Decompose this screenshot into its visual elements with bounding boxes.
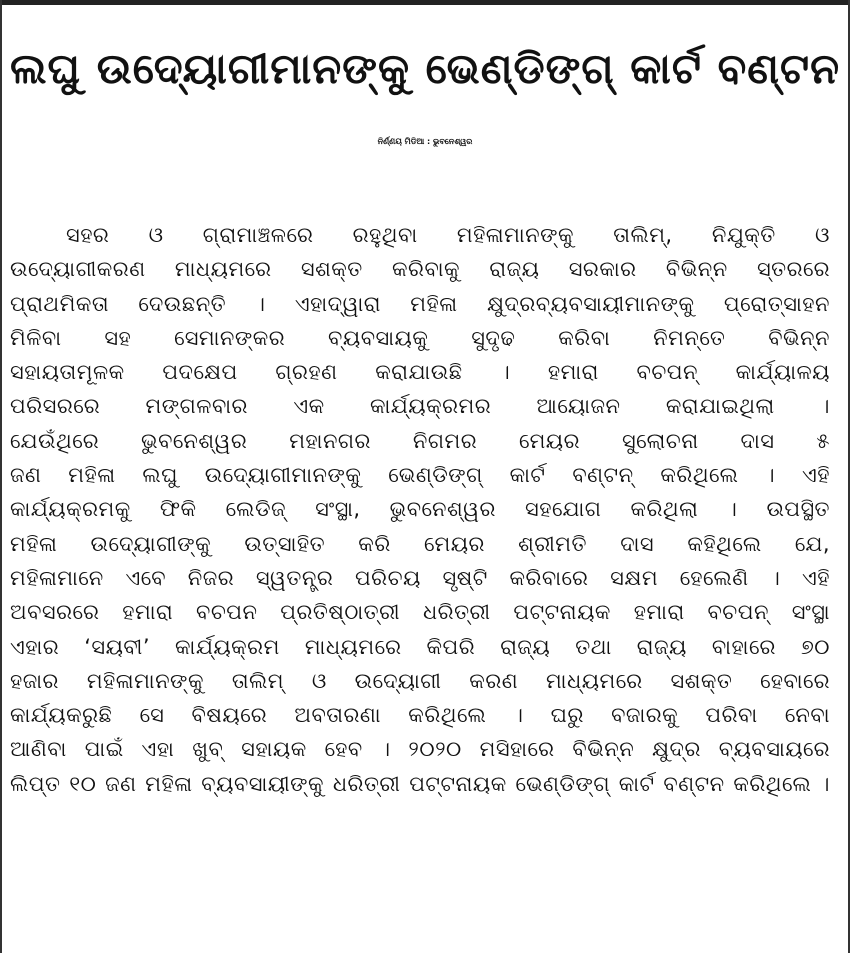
article-line: ଲିପ୍ତ ୧୦ ଜଣ ମହିଳା ବ୍ୟବସାୟୀଙ୍କୁ ଧରିତ୍ରୀ ପଟ୍ଟନାୟକ ଭେଣ୍ଡିଙ୍ଗ୍ କାର୍ଟ ବଣ୍ଟନ କରିଥିଲେ । — [10, 771, 830, 796]
byline: ନିର୍ଣ୍ଣୟ ମିଡିଆ : ଭୁବନେଶ୍ୱର — [377, 137, 473, 146]
article-line: କାର୍ଯ୍ୟକରୁଛି ସେ ବିଷୟରେ ଅବତାରଣା କରିଥିଲେ । ଘରୁ ବଜାରକୁ ପରିବା ନେବା — [10, 703, 830, 728]
top-border-rule — [0, 0, 850, 5]
article-line: ହଜାର ମହିଳାମାନଙ୍କୁ ତାଲିମ୍ ଓ ଉଦ୍ୟୋଗୀ କରଣ ମାଧ୍ୟମରେ ସଶକ୍ତ ହେବାରେ — [10, 668, 830, 693]
article-line: ପରିସରରେ ମଙ୍ଗଳବାର ଏକ କାର୍ଯ୍ୟକ୍ରମର ଆୟୋଜନ କରାଯାଇଥିଲା । — [10, 394, 830, 419]
article-line: ସହର ଓ ଗ୍ରାମାଞ୍ଚଳରେ ରହୁଥିବା ମହିଳାମାନଙ୍କୁ ତାଲିମ୍, ନିଯୁକ୍ତି ଓ — [66, 223, 830, 247]
article-line: ପ୍ରାଥମିକତା ଦେଉଛନ୍ତି । ଏହାଦ୍ୱାରା ମହିଳା କ୍ଷୁଦ୍ରବ୍ୟବସାୟୀମାନଙ୍କୁ ପ୍ରୋତ୍ସାହନ — [10, 291, 830, 316]
article-line: ମହିଳା ଉଦ୍ୟୋଗୀଙ୍କୁ ଉତ୍ସାହିତ କରି ମେୟର ଶ୍ରୀମତି ଦାସ କହିଥିଲେ ଯେ, — [10, 531, 830, 556]
article-line: ଜଣ ମହିଳା ଲଘୁ ଉଦ୍ୟୋଗୀମାନଙ୍କୁ ଭେଣ୍ଡିଙ୍ଗ୍ କାର୍ଟ ବଣ୍ଟନ୍ କରିଥିଲେ । ଏହି — [10, 463, 830, 488]
article-line: କାର୍ଯ୍ୟକ୍ରମକୁ ଫିକି ଲେଡିଜ୍ ସଂସ୍ଥା, ଭୁବନେଶ୍ୱର ସହଯୋଗ କରିଥିଲା । ଉପସ୍ଥିତ — [10, 497, 830, 522]
article-line: ଏହାର ‘ସୟବୀ’ କାର୍ଯ୍ୟକ୍ରମ ମାଧ୍ୟମରେ କିପରି ରାଜ୍ୟ ତଥା ରାଜ୍ୟ ବାହାରେ ୭୦ — [10, 634, 830, 659]
article-line: ଅବସରରେ ହମାରା ବଚପନ ପ୍ରତିଷ୍ଠାତ୍ରୀ ଧରିତ୍ରୀ ପଟ୍ଟନାୟକ ହମାରା ବଚପନ୍ ସଂସ୍ଥା — [10, 600, 830, 625]
article-line — [10, 801, 830, 835]
article-body — [10, 218, 830, 835]
article-line: ସହାୟତାମୂଳକ ପଦକ୍ଷେପ ଗ୍ରହଣ କରାଯାଉଛି । ହମାରା ବଚପନ୍ କାର୍ଯ୍ୟାଳୟ — [10, 360, 830, 385]
article-line: ଯେଉଁଥିରେ ଭୁବନେଶ୍ୱର ମହାନଗର ନିଗମର ମେୟର ସୁଲୋଚନା ଦାସ ୫ — [10, 428, 830, 453]
article-line: ଆଣିବା ପାଇଁ ଏହା ଖୁବ୍ ସହାୟକ ହେବ । ୨୦୨୦ ମସିହାରେ ବିଭିନ୍ନ କ୍ଷୁଦ୍ର ବ୍ୟବସାୟରେ — [10, 737, 830, 762]
article-line: ଉଦ୍ୟୋଗୀକରଣ ମାଧ୍ୟମରେ ସଶକ୍ତ କରିବାକୁ ରାଜ୍ୟ ସରକାର ବିଭିନ୍ନ ସ୍ତରରେ — [10, 257, 830, 282]
article-line: ମିଳିବା ସହ ସେମାନଙ୍କର ବ୍ୟବସାୟକୁ ସୁଦୃଢ କରିବା ନିମନ୍ତେ ବିଭିନ୍ନ — [10, 325, 830, 350]
article-line: ମହିଳାମାନେ ଏବେ ନିଜର ସ୍ୱତନ୍ତ୍ର ପରିଚୟ ସୃଷ୍ଟି କରିବାରେ ସକ୍ଷମ ହେଲେଣି । ଏହି — [10, 565, 830, 590]
headline: ଲଘୁ ଉଦ୍ୟୋଗୀମାନଙ୍କୁ ଭେଣ୍ଡିଙ୍ଗ୍ କାର୍ଟ ବଣ୍ଟନ — [10, 44, 841, 93]
